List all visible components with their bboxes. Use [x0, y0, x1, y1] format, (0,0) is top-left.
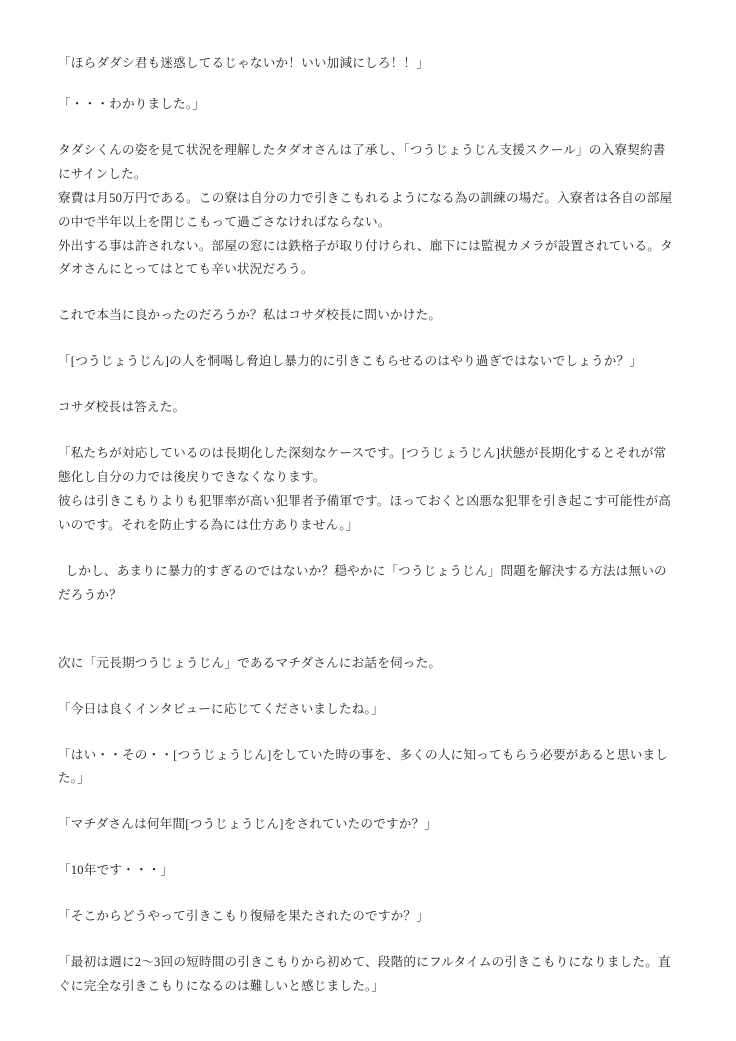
paragraph-spacer — [58, 117, 678, 139]
paragraph: 彼らは引きこもりよりも犯罪率が高い犯罪者予備軍です。ほっておくと凶悪な犯罪を引き起こす可能性が高いのです。それを防止する為には仕方ありません。」 — [58, 493, 672, 532]
paragraph-spacer — [58, 676, 678, 698]
paragraph-spacer — [58, 722, 678, 744]
paragraph-spacer — [58, 328, 678, 350]
paragraph-spacer — [58, 76, 678, 93]
paragraph-spacer — [58, 837, 678, 859]
paragraph: 寮費は月50万円である。この寮は自分の力で引きこもれるようになる為の訓練の場だ。入寮者は各自の部屋の中で半年以上を閉じこもって過ごさなければならない。 — [58, 190, 673, 229]
paragraph: タダシくんの姿を見て状況を理解したタダオさんは了承し、「つうじょうじん支援スクール」の入寮契約書にサインした。 — [58, 142, 666, 181]
paragraph: 「ほらダダシ君も迷惑してるじゃないか！いい加減にしろ！！」 — [58, 56, 430, 70]
paragraph: これで本当に良かったのだろうか？私はコサダ校長に問いかけた。 — [58, 308, 442, 323]
paragraph-spacer — [58, 791, 678, 813]
document-body — [58, 52, 678, 999]
paragraph-spacer — [58, 538, 678, 560]
paragraph: 「そこからどうやって引きこもり復帰を果たされたのですか？」 — [58, 909, 430, 924]
paragraph-spacer — [58, 420, 678, 442]
paragraph-spacer — [58, 608, 678, 652]
paragraph-spacer — [58, 282, 678, 304]
paragraph: 「・・・わかりました。」 — [58, 96, 206, 111]
paragraph: しかし、あまりに暴力的すぎるのではないか？穏やかに「つうじょうじん」問題を解決する方法は無いのだろうか？ — [58, 563, 667, 602]
paragraph: コサダ校長は答えた。 — [58, 400, 186, 415]
paragraph-spacer — [58, 374, 678, 396]
paragraph: 次に「元長期つうじょうじん」であるマチダさんにお話を伺った。 — [58, 655, 442, 670]
paragraph: 「はい・・その・・[つうじょうじん]をしていた時の事を、多くの人に知ってもらう必要があると思いました。」 — [58, 747, 669, 786]
paragraph: 「10年です・・・」 — [58, 863, 174, 878]
paragraph: 「最初は週に2～3回の短時間の引きこもりから初めて、段階的にフルタイムの引きこもりになりました。直ぐに完全な引きこもりになるのは難しいと感じました。」 — [58, 955, 671, 994]
paragraph: 「私たちが対応しているのは長期化した深刻なケースです。[つうじょうじん]状態が長期化するとそれが常態化し自分の力では後戻りできなくなります。 — [58, 446, 667, 485]
paragraph: 「今日は良くインタビューに応じてくださいましたね。」 — [58, 701, 384, 716]
paragraph: 「マチダさんは何年間[つうじょうじん]をされていたのですか？」 — [58, 817, 438, 832]
paragraph: 外出する事は許されない。部屋の窓には鉄格子が取り付けられ、廊下には監視カメラが設置されている。タダオさんにとってはとても辛い状況だろう。 — [58, 238, 673, 277]
paragraph-spacer — [58, 883, 678, 905]
paragraph-spacer — [58, 929, 678, 951]
paragraph: 「[つうじょうじん]の人を恫喝し脅迫し暴力的に引きこもらせるのはやり過ぎではないでしょうか？」 — [58, 354, 643, 369]
